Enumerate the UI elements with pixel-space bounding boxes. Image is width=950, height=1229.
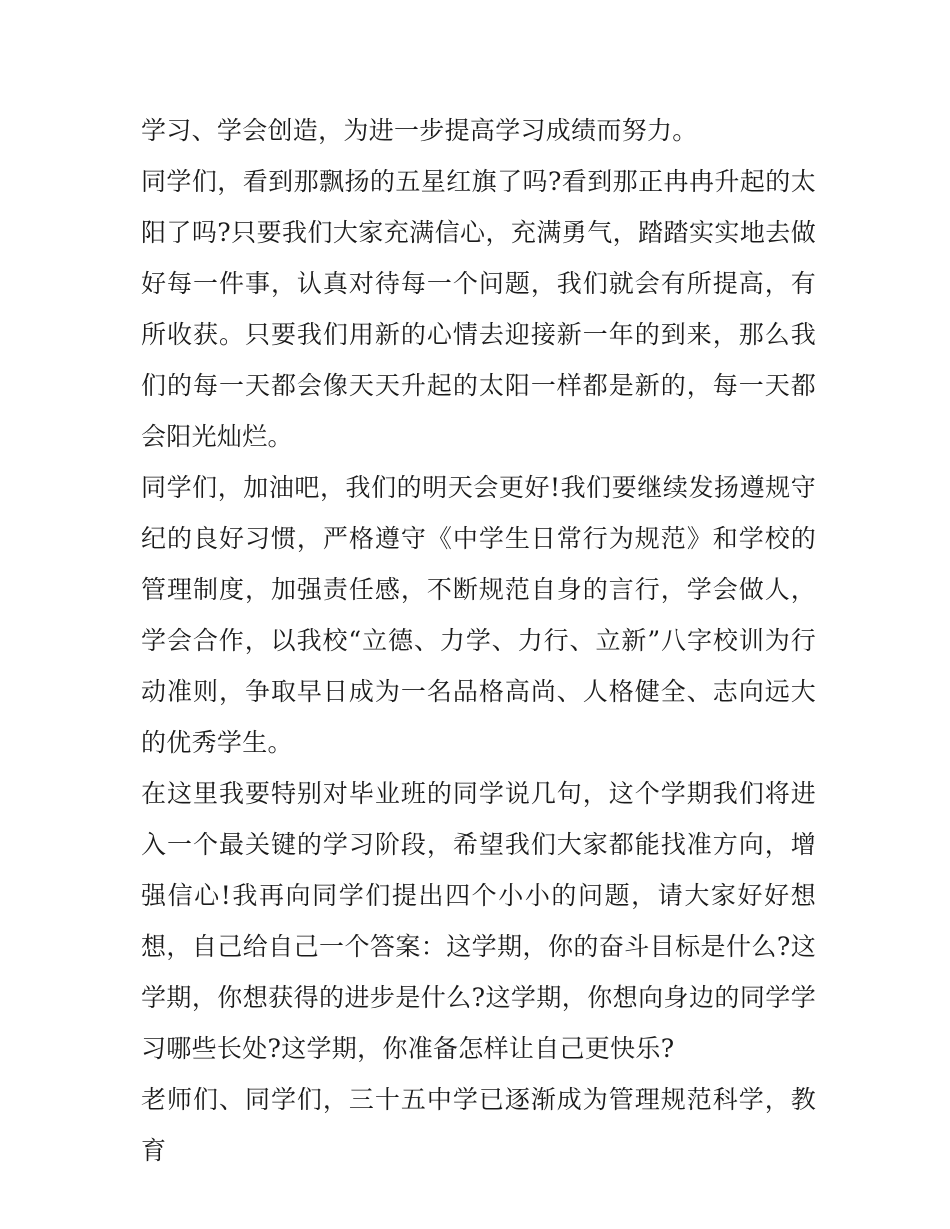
paragraph-3: 同学们，加油吧，我们的明天会更好!我们要继续发扬遵规守纪的良好习惯，严格遵守《中学生日常行为规范》和学校的管理制度，加强责任感，不断规范自身的言行，学会做人，学会合作，以我校“立德、力学、力行、立新”八字校训为行动准则，争取早日成为一名品格高尚、人格健全、志向远大的优秀学生。 [141,473,816,757]
paragraph-4: 在这里我要特别对毕业班的同学说几句，这个学期我们将进入一个最关键的学习阶段，希望我们大家都能找准方向，增强信心!我再向同学们提出四个小小的问题，请大家好好想想，自己给自己一个答案：这学期，你的奋斗目标是什么?这学期，你想获得的进步是什么?这学期，你想向身边的同学学习哪些长处?这学期，你准备怎样让自己更快乐? [141,779,816,1063]
document-body [141,105,816,1176]
paragraph-2: 同学们，看到那飘扬的五星红旗了吗?看到那正冉冉升起的太阳了吗?只要我们大家充满信心，充满勇气，踏踏实实地去做好每一件事，认真对待每一个问题，我们就会有所提高，有所收获。只要我们用新的心情去迎接新一年的到来，那么我们的每一天都会像天天升起的太阳一样都是新的，每一天都会阳光灿烂。 [141,167,816,451]
paragraph-1: 学习、学会创造，为进一步提高学习成绩而努力。 [141,116,698,145]
paragraph-5: 老师们、同学们，三十五中学已逐渐成为管理规范科学，教育 [141,1085,816,1165]
